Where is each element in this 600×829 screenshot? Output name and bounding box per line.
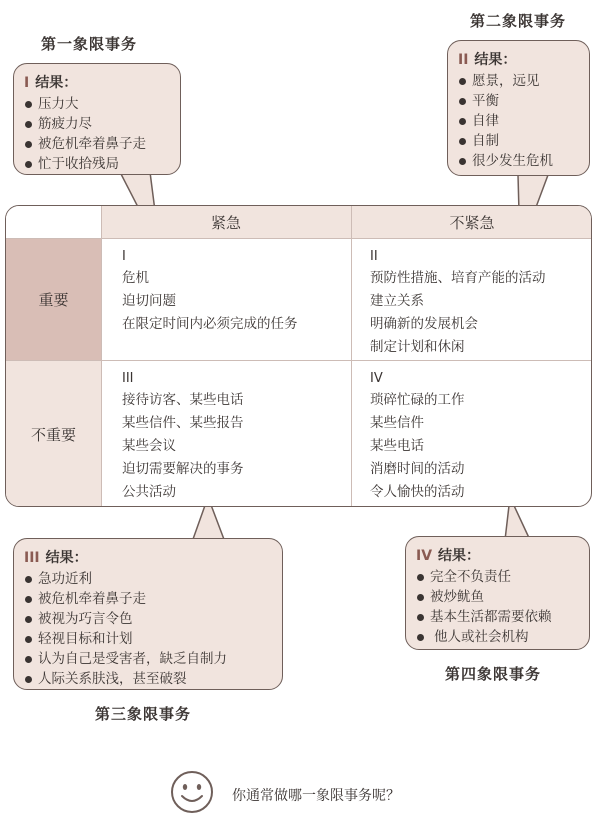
list-item: 某些信件、某些报告	[122, 415, 244, 431]
row-header-important-text: 重要	[38, 290, 69, 309]
label-q1: 第一象限事务	[41, 35, 138, 53]
bubble-q2-num: II	[458, 52, 469, 68]
label-q3: 第三象限事务	[95, 705, 192, 723]
quadrant-q3	[102, 361, 351, 507]
quadrant-q1	[102, 239, 351, 360]
list-item: 被炒鱿鱼	[416, 587, 579, 607]
column-header-urgent	[101, 206, 351, 238]
list-item: 急功近利	[24, 569, 272, 589]
list-item: 轻视目标和计划	[24, 629, 272, 649]
list-item: 琐碎忙碌的工作	[370, 392, 465, 408]
column-header-not-urgent-text: 不紧急	[449, 213, 495, 232]
column-header-urgent-text: 紧急	[210, 213, 241, 232]
list-item: 公共活动	[122, 484, 176, 500]
bubble-q2-title-text: 结果：	[474, 52, 517, 68]
list-item: 在限定时间内必须完成的任务	[122, 316, 298, 332]
list-item: 某些电话	[370, 438, 424, 454]
bubble-q1-num: I	[24, 75, 30, 91]
bubble-q3-num: III	[24, 550, 40, 566]
time-management-matrix	[5, 205, 592, 507]
list-item: 完全不负责任	[416, 567, 579, 587]
result-bubble-q1	[13, 63, 181, 175]
quadrant-q2-num: II	[370, 249, 378, 264]
list-item: 制定计划和休闲	[370, 339, 465, 355]
quadrant-q2	[352, 239, 592, 360]
list-item: 迫切需要解决的事务	[122, 461, 244, 477]
list-item: 消磨时间的活动	[370, 461, 465, 477]
quadrant-q4-num: IV	[370, 371, 383, 386]
bubble-q1-title-text: 结果：	[35, 75, 78, 91]
list-item: 预防性措施、培育产能的活动	[370, 270, 546, 286]
list-item: 平衡	[458, 91, 579, 111]
list-item: 被视为巧言令色	[24, 609, 272, 629]
result-bubble-q2	[447, 40, 590, 176]
list-item: 自律	[458, 111, 579, 131]
bubble-q3-title	[24, 547, 272, 567]
quadrant-q3-num: III	[122, 371, 134, 386]
bubble-q1-title	[24, 72, 170, 92]
list-item: 某些会议	[122, 438, 176, 454]
list-item: 他人或社会机构	[416, 627, 579, 647]
bubble-q4-title	[416, 545, 579, 565]
bubble-q4-title-text: 结果：	[438, 548, 481, 564]
quadrant-q1-num: I	[122, 249, 126, 264]
list-item: 压力大	[24, 94, 170, 114]
result-bubble-q3	[13, 538, 283, 690]
bubble-q2-title	[458, 49, 579, 69]
list-item: 令人愉快的活动	[370, 484, 465, 500]
list-item: 建立关系	[370, 293, 424, 309]
quadrant-q4	[352, 361, 592, 507]
list-item: 很少发生危机	[458, 151, 579, 171]
list-item: 认为自己是受害者，缺乏自制力	[24, 649, 272, 669]
bubble-q4-num: IV	[416, 548, 433, 564]
result-bubble-q4	[405, 536, 590, 650]
list-item: 接待访客、某些电话	[122, 392, 244, 408]
footer-question: 你通常做哪一象限事务呢？	[232, 788, 400, 804]
bubble-q3-title-text: 结果：	[45, 550, 88, 566]
row-header-not-important-text: 不重要	[30, 425, 76, 444]
label-q2: 第二象限事务	[470, 12, 567, 30]
list-item: 迫切问题	[122, 293, 176, 309]
column-header-not-urgent	[351, 206, 592, 238]
list-item: 筋疲力尽	[24, 114, 170, 134]
list-item: 某些信件	[370, 415, 424, 431]
list-item: 忙于收拾残局	[24, 154, 170, 174]
list-item: 自制	[458, 131, 579, 151]
matrix-corner	[6, 206, 101, 238]
row-header-important	[6, 238, 101, 360]
list-item: 被危机牵着鼻子走	[24, 134, 170, 154]
smiley-face-icon	[170, 770, 214, 814]
list-item: 明确新的发展机会	[370, 316, 478, 332]
list-item: 愿景，远见	[458, 71, 579, 91]
list-item: 被危机牵着鼻子走	[24, 589, 272, 609]
list-item: 基本生活都需要依赖	[416, 607, 579, 627]
list-item: 人际关系肤浅，甚至破裂	[24, 669, 272, 689]
list-item: 危机	[122, 270, 149, 286]
label-q4: 第四象限事务	[445, 665, 542, 683]
row-header-not-important	[6, 360, 101, 507]
